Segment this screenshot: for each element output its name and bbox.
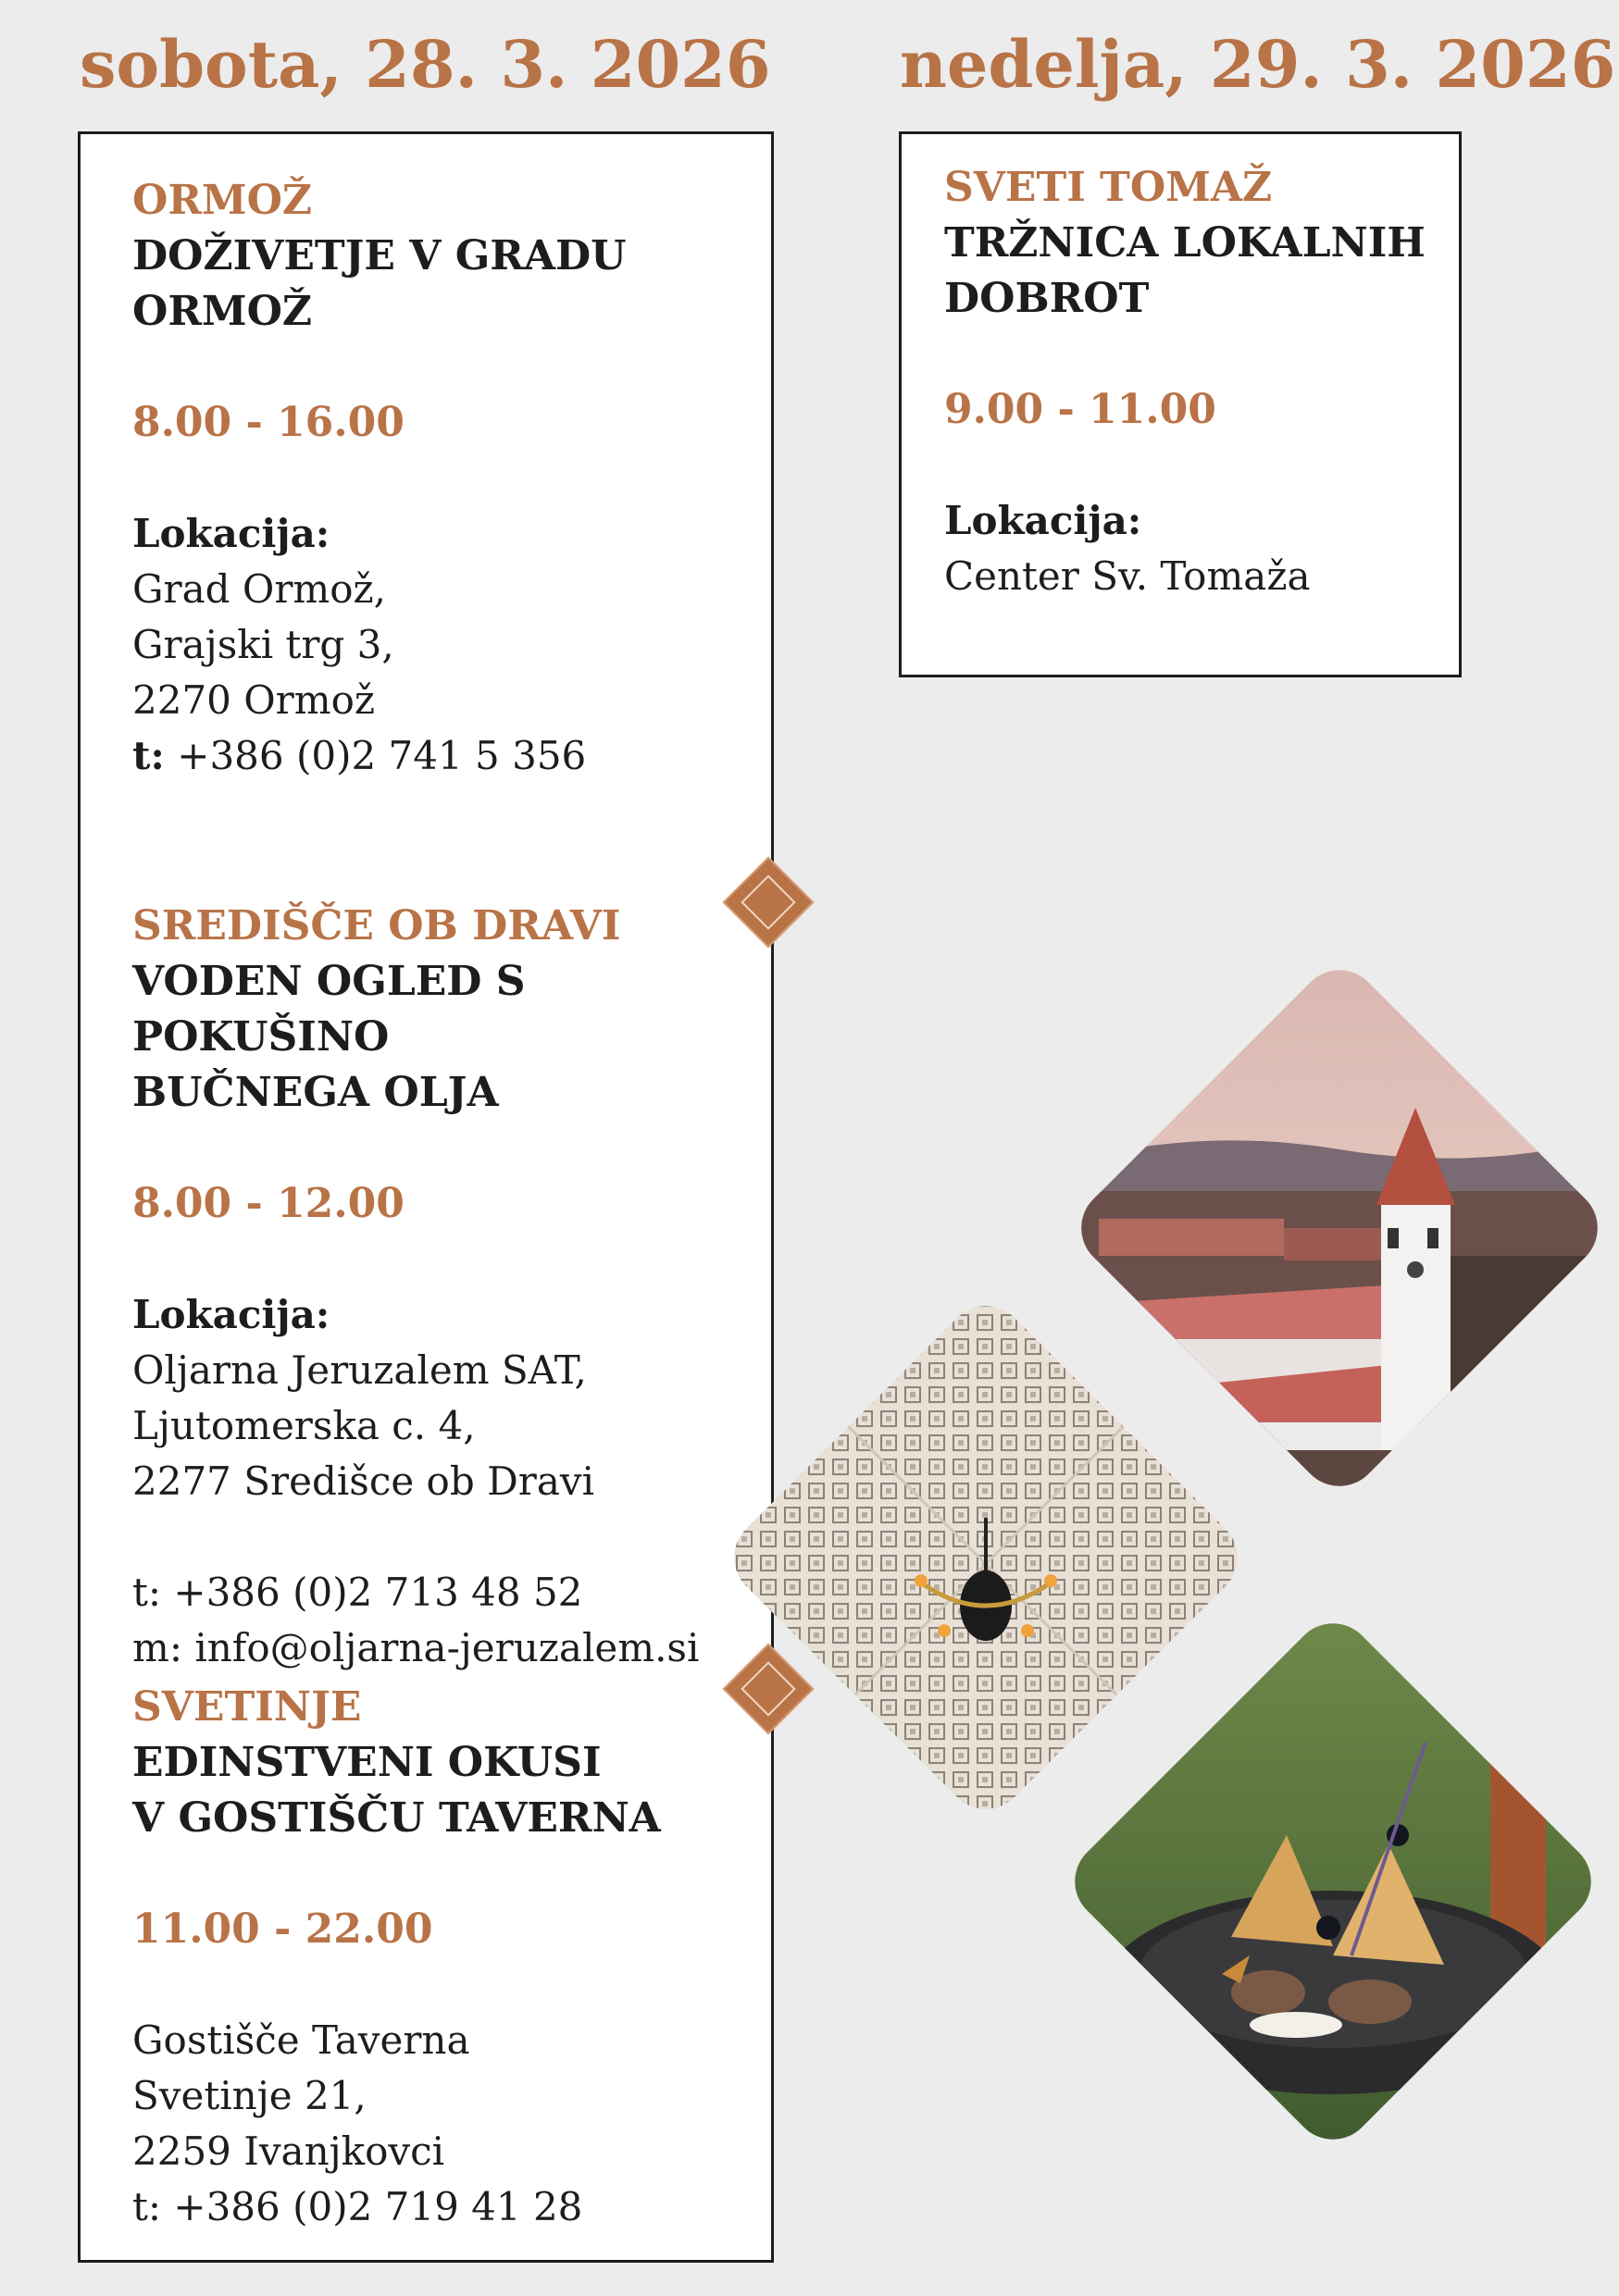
location-label: Lokacija: <box>132 1292 330 1337</box>
phone-line: t: +386 (0)2 713 48 52 <box>132 1570 583 1615</box>
event-sredisce <box>132 899 771 1676</box>
sunday-events-box <box>899 131 1462 677</box>
email-line[interactable]: m: info@oljarna-jeruzalem.si <box>132 1625 700 1670</box>
phone-prefix: t: <box>132 733 165 778</box>
saturday-events-box <box>78 131 774 2263</box>
event-time: 8.00 - 12.00 <box>132 1180 405 1227</box>
location-label: Lokacija: <box>132 511 330 556</box>
event-place: SREDIŠČE OB DRAVI <box>132 902 621 949</box>
photo-food-plate <box>1058 1607 1608 2156</box>
photo-ceiling-chandelier <box>717 1289 1254 1826</box>
address-line: Svetinje 21, <box>132 2073 367 2118</box>
address-line: Grajski trg 3, <box>132 622 394 667</box>
event-ormoz <box>132 173 627 784</box>
phone-number: +386 (0)2 741 5 356 <box>164 733 587 778</box>
event-time: 8.00 - 16.00 <box>132 399 405 446</box>
sunday-date-heading: nedelja, 29. 3. 2026 <box>900 26 1616 103</box>
event-place: ORMOŽ <box>132 177 313 224</box>
address-line: Ljutomerska c. 4, <box>132 1403 476 1448</box>
photo-town-church <box>1065 953 1614 1503</box>
phone-line <box>132 728 627 784</box>
address-line: Grad Ormož, <box>132 566 387 612</box>
address-line: 2270 Ormož <box>132 677 375 723</box>
address-line: Oljarna Jeruzalem SAT, <box>132 1347 587 1393</box>
location-label: Lokacija: <box>944 498 1142 543</box>
event-title: DOŽIVETJE V GRADU ORMOŽ <box>132 232 627 335</box>
address-line: Gostišče Taverna <box>132 2017 470 2063</box>
phone-line: t: +386 (0)2 719 41 28 <box>132 2184 583 2229</box>
address-line: 2277 Središce ob Dravi <box>132 1458 595 1504</box>
address-line: 2259 Ivanjkovci <box>132 2128 445 2174</box>
event-title: EDINSTVENI OKUSI V GOSTIŠČU TAVERNA <box>132 1739 661 1842</box>
event-place: SVETI TOMAŽ <box>944 164 1273 211</box>
event-place: SVETINJE <box>132 1683 362 1731</box>
event-time: 11.00 - 22.00 <box>132 1905 433 1953</box>
event-svetinje <box>132 1680 661 2235</box>
event-time: 9.00 - 11.00 <box>944 386 1216 433</box>
saturday-date-heading: sobota, 28. 3. 2026 <box>80 26 771 103</box>
event-sveti-tomaz <box>944 160 1426 604</box>
address-line: Center Sv. Tomaža <box>944 553 1311 599</box>
event-title: VODEN OGLED S POKUŠINO BUČNEGA OLJA <box>132 958 526 1116</box>
event-title: TRŽNICA LOKALNIH DOBROT <box>944 219 1426 322</box>
